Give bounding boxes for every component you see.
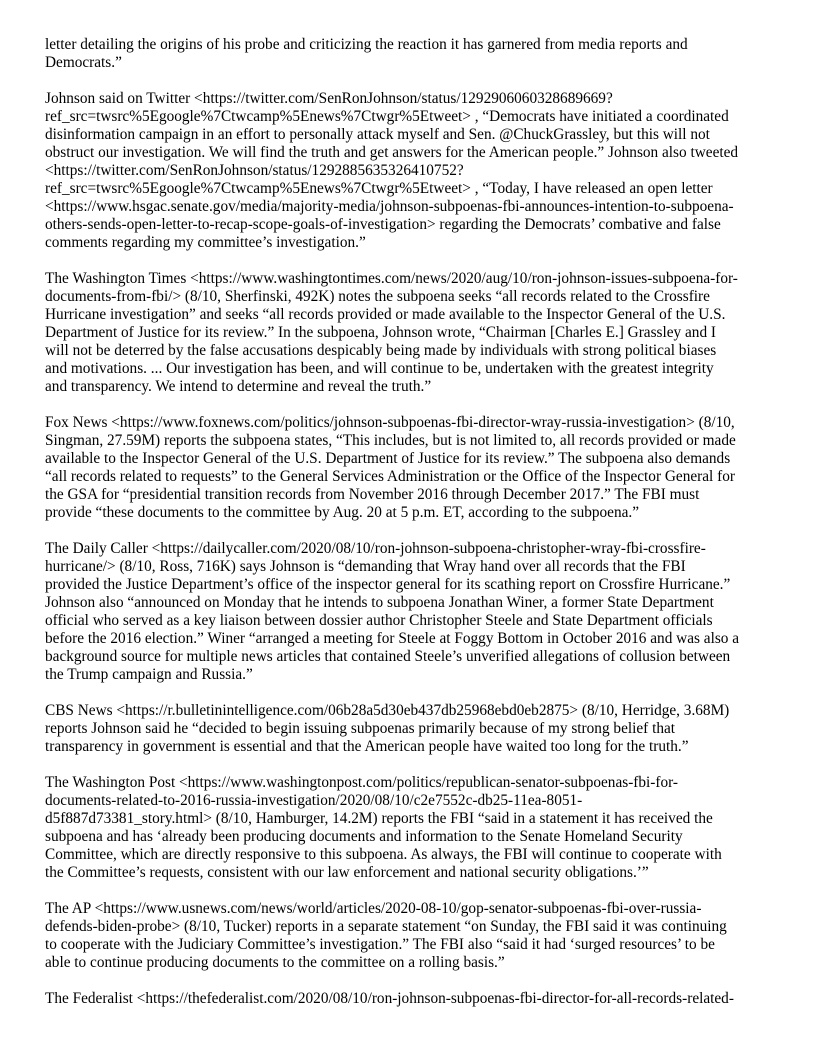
text-line: d5f887d73381_story.html> (8/10, Hamburger, 14.2M) reports the FBI “said in a statement it has received the xyxy=(45,810,713,827)
text-line: The Washington Times <https://www.washingtontimes.com/news/2020/aug/10/ron-johnson-issues-subpoena-for- xyxy=(45,270,738,287)
text-line: reports Johnson said he “decided to begin issuing subpoenas primarily because of my strong belief that xyxy=(45,720,676,737)
text-line: letter detailing the origins of his probe and criticizing the reaction it has garnered from media reports and xyxy=(45,36,688,53)
text-line: transparency in government is essential and that the American people have waited too long for the truth.” xyxy=(45,738,689,755)
text-line: provided the Justice Department’s office of the inspector general for its scathing report on Crossfire Hurricane.” xyxy=(45,576,731,593)
text-line: The Washington Post <https://www.washingtonpost.com/politics/republican-senator-subpoenas-fbi-for- xyxy=(45,774,679,791)
text-line: disinformation campaign in an effort to personally attack myself and Sen. @ChuckGrassley, but this will not xyxy=(45,126,710,143)
text-line: able to continue producing documents to the committee on a rolling basis.” xyxy=(45,954,505,971)
text-line: the Trump campaign and Russia.” xyxy=(45,666,253,683)
text-line: The AP <https://www.usnews.com/news/world/articles/2020-08-10/gop-senator-subpoenas-fbi-over-russia- xyxy=(45,900,702,917)
text-line: Singman, 27.59M) reports the subpoena states, “This includes, but is not limited to, all records provided or made xyxy=(45,432,736,449)
text-line: official who served as a key liaison between dossier author Christopher Steele and State Department officials xyxy=(45,612,713,629)
text-line: Fox News <https://www.foxnews.com/politics/johnson-subpoenas-fbi-director-wray-russia-investigation> (8/10, xyxy=(45,414,735,431)
text-line: Democrats.” xyxy=(45,54,122,71)
text-line: defends-biden-probe> (8/10, Tucker) reports in a separate statement “on Sunday, the FBI said it was continuing xyxy=(45,918,727,935)
text-line: Hurricane investigation” and seeks “all records provided or made available to the Inspector General of the U.S. xyxy=(45,306,726,323)
text-line: to cooperate with the Judiciary Committee’s investigation.” The FBI also “said it had ‘surged resources’ to be xyxy=(45,936,715,953)
text-line: <https://www.hsgac.senate.gov/media/majority-media/johnson-subpoenas-fbi-announces-intention-to-subpoena- xyxy=(45,198,734,215)
text-line: the GSA for “presidential transition records from November 2016 through December 2017.” The FBI must xyxy=(45,486,700,503)
text-line: provide “these documents to the committee by Aug. 20 at 5 p.m. ET, according to the subpoena.” xyxy=(45,504,640,521)
text-line: Johnson also “announced on Monday that he intends to subpoena Jonathan Winer, a former State Department xyxy=(45,594,714,611)
text-line: “all records related to requests” to the General Services Administration or the Office of the Inspector General for xyxy=(45,468,735,485)
document-page xyxy=(45,36,775,1026)
paragraph-fox-news xyxy=(45,414,775,522)
text-line: documents-from-fbi/> (8/10, Sherfinski, 492K) notes the subpoena seeks “all records related to the Crossfire xyxy=(45,288,710,305)
text-line: and transparency. We intend to determine and reveal the truth.” xyxy=(45,378,432,395)
text-line: ref_src=twsrc%5Egoogle%7Ctwcamp%5Enews%7Ctwgr%5Etweet> , “Today, I have released an open letter xyxy=(45,180,713,197)
paragraph-ap xyxy=(45,900,775,972)
text-line: The Daily Caller <https://dailycaller.com/2020/08/10/ron-johnson-subpoena-christopher-wray-fbi-crossfire- xyxy=(45,540,706,557)
text-line: hurricane/> (8/10, Ross, 716K) says Johnson is “demanding that Wray hand over all records that the FBI xyxy=(45,558,686,575)
text-line: subpoena and has ‘already been producing documents and information to the Senate Homeland Security xyxy=(45,828,683,845)
text-line: ref_src=twsrc%5Egoogle%7Ctwcamp%5Enews%7Ctwgr%5Etweet> , “Democrats have initiated a coordinated xyxy=(45,108,729,125)
paragraph-johnson-twitter xyxy=(45,90,775,252)
text-line: The Federalist <https://thefederalist.com/2020/08/10/ron-johnson-subpoenas-fbi-director-for-all-records-related- xyxy=(45,990,734,1007)
paragraph-cbs-news xyxy=(45,702,775,756)
text-line: obstruct our investigation. We will find the truth and get answers for the American people.” Johnson also tweeted xyxy=(45,144,739,161)
text-line: <https://twitter.com/SenRonJohnson/status/1292885635326410752? xyxy=(45,162,464,179)
text-line: Johnson said on Twitter <https://twitter.com/SenRonJohnson/status/1292906060328689669? xyxy=(45,90,613,107)
text-line: others-sends-open-letter-to-recap-scope-goals-of-investigation> regarding the Democrats’ combative and false xyxy=(45,216,721,233)
paragraph-daily-caller xyxy=(45,540,775,684)
text-line: will not be deterred by the false accusations despicably being made by individuals with strong political biases xyxy=(45,342,717,359)
text-line: available to the Inspector General of the U.S. Department of Justice for its review.” The subpoena also demands xyxy=(45,450,731,467)
text-line: background source for multiple news articles that contained Steele’s unverified allegations of collusion between xyxy=(45,648,731,665)
text-line: Department of Justice for its review.” In the subpoena, Johnson wrote, “Chairman [Charles E.] Grassley and I xyxy=(45,324,717,341)
text-line: CBS News <https://r.bulletinintelligence.com/06b28a5d30eb437db25968ebd0eb2875> (8/10, Herridge, 3.68M) xyxy=(45,702,730,719)
text-line: comments regarding my committee’s investigation.” xyxy=(45,234,366,251)
paragraph-intro-continuation xyxy=(45,36,775,72)
text-line: before the 2016 election.” Winer “arranged a meeting for Steele at Foggy Bottom in October 2016 and was also a xyxy=(45,630,740,647)
text-line: and motivations. ... Our investigation has been, and will continue to be, undertaken with the greatest integrity xyxy=(45,360,714,377)
paragraph-federalist xyxy=(45,990,775,1008)
text-line: Committee, which are directly responsive to this subpoena. As always, the FBI will continue to cooperate with xyxy=(45,846,722,863)
paragraph-washington-post xyxy=(45,774,775,882)
text-line: documents-related-to-2016-russia-investigation/2020/08/10/c2e7552c-db25-11ea-8051- xyxy=(45,792,583,809)
text-line: the Committee’s requests, consistent with our law enforcement and national security obligations.’” xyxy=(45,864,649,881)
paragraph-washington-times xyxy=(45,270,775,396)
